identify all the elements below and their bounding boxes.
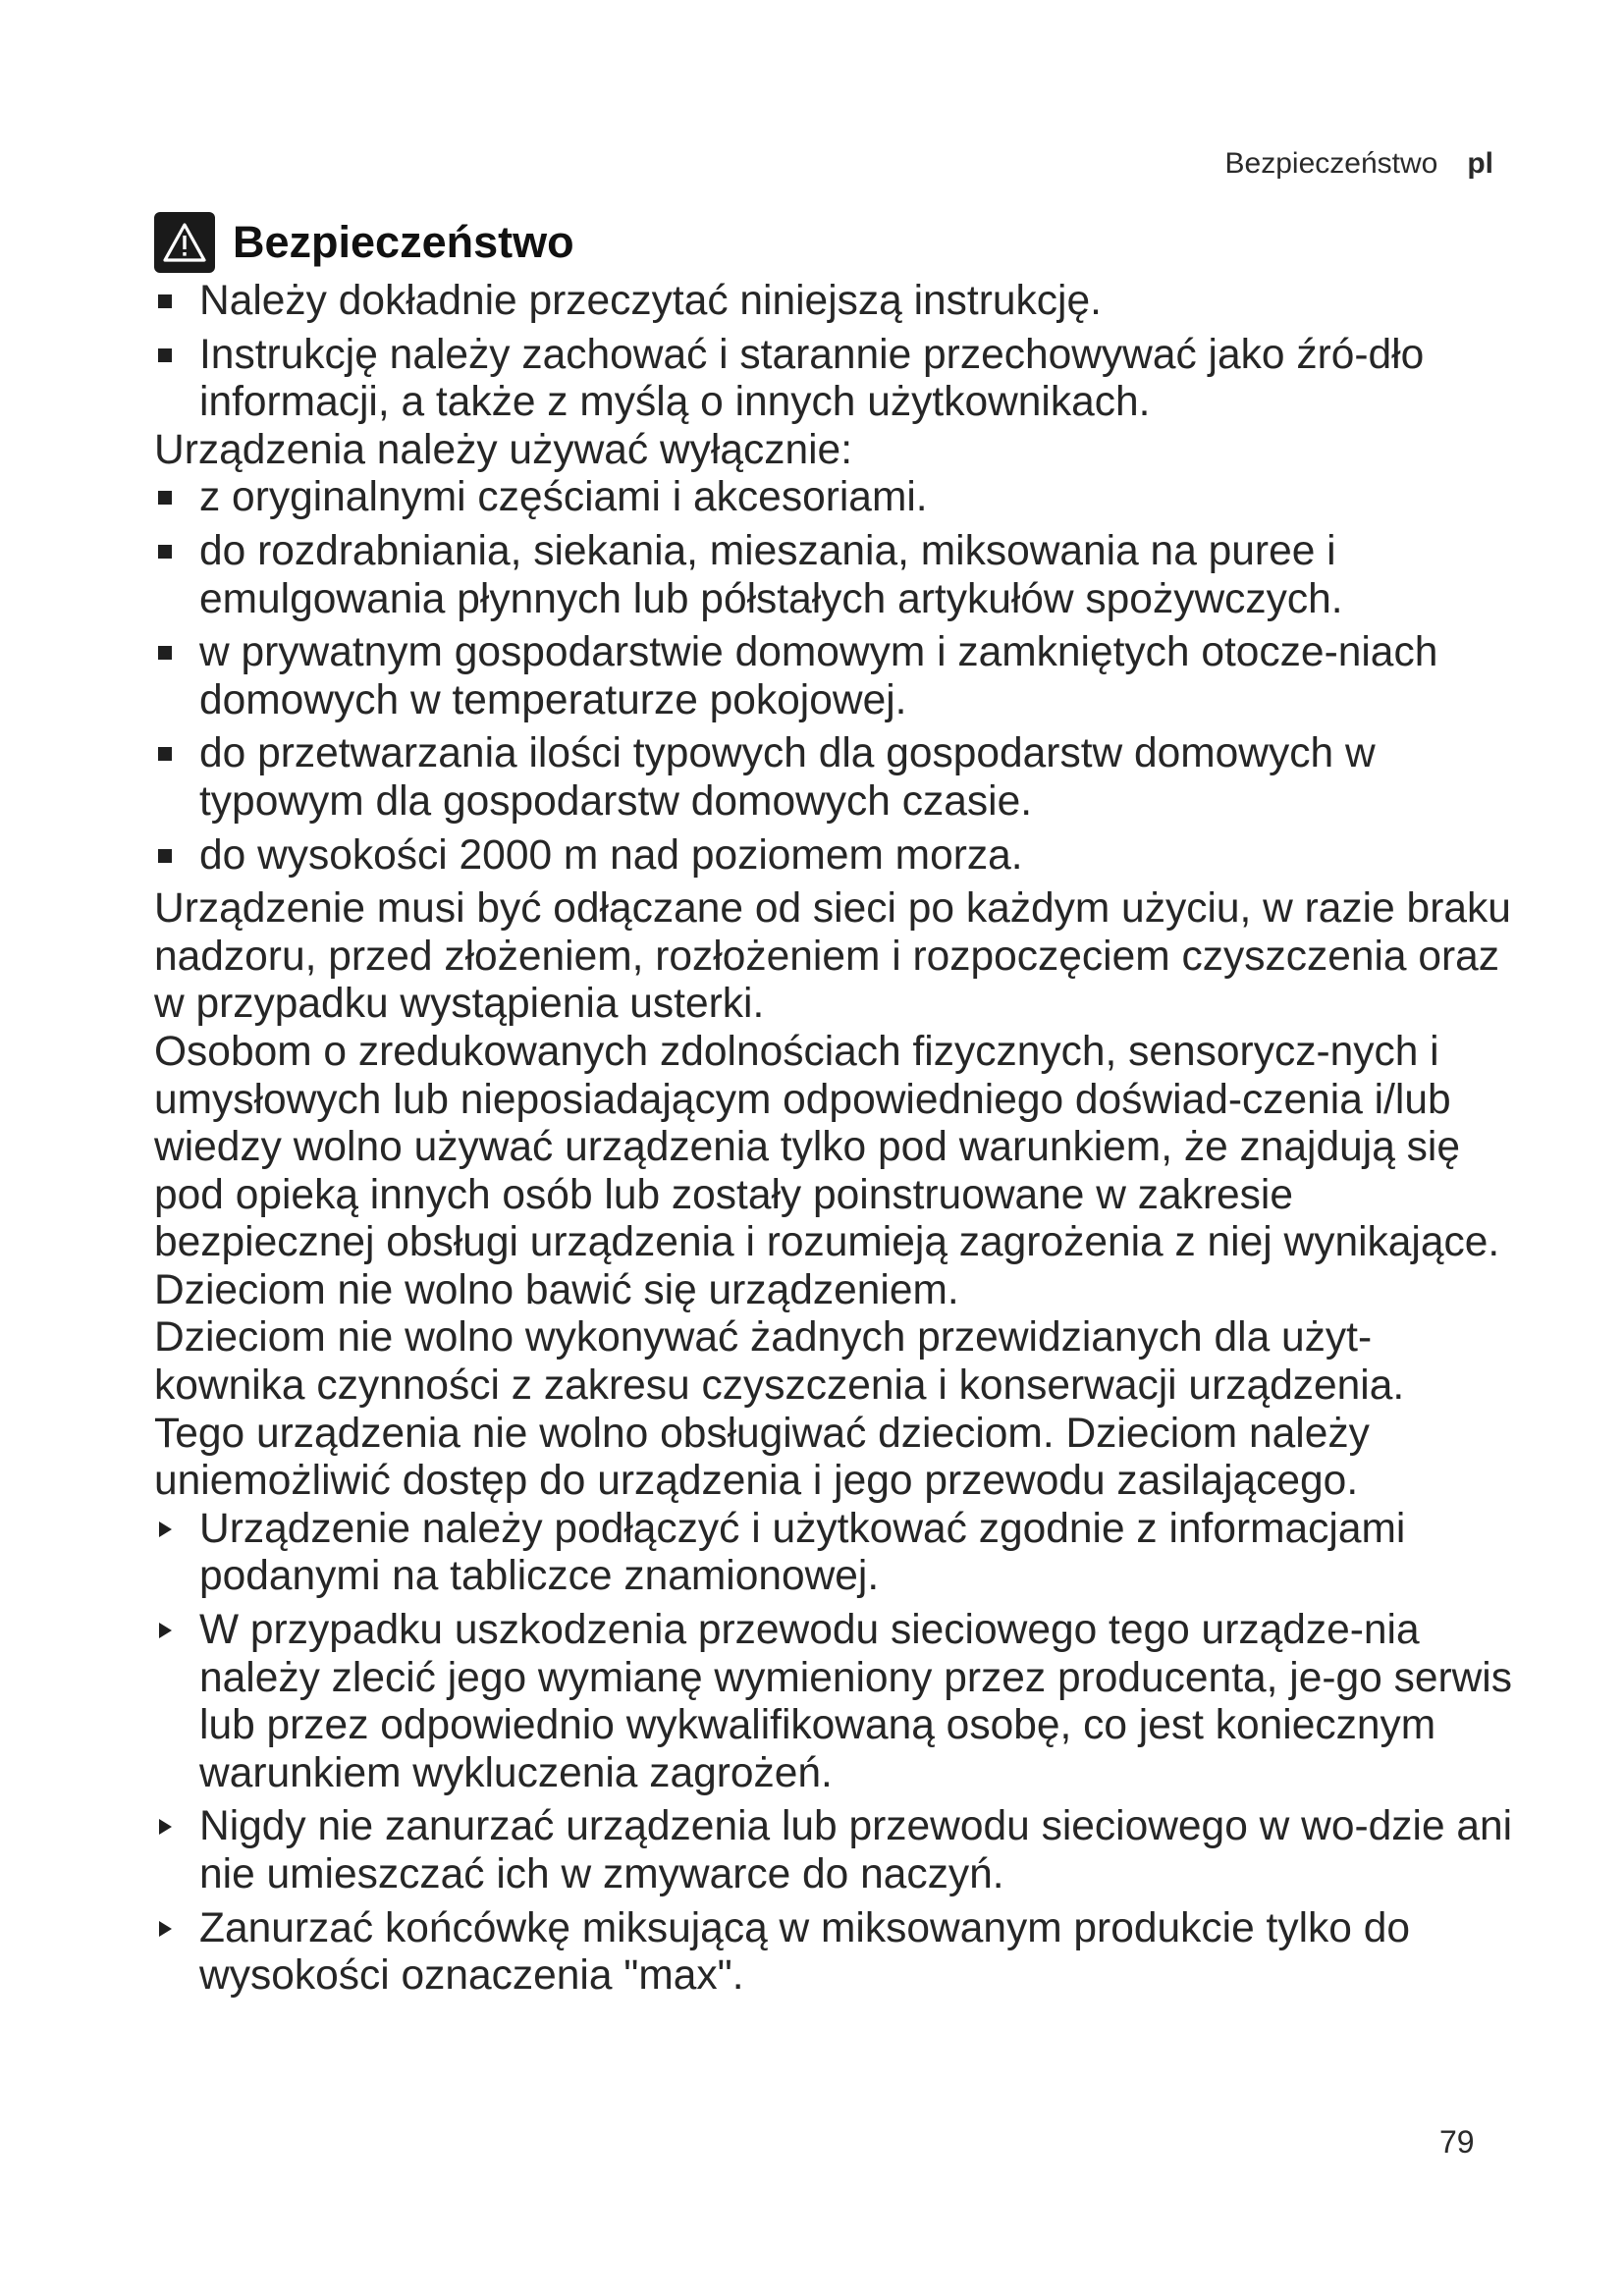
- list-item: W przypadku uszkodzenia przewodu sieciowego tego urządze-nia należy zlecić jego wymianę wymieniony przez producenta, je-go serwis lub przez odpowiednio wykwalifikowaną osobę, co jest koniecznym warunkiem wykluczenia zagrożeń.: [154, 1607, 1519, 1797]
- paragraph: Osobom o zredukowanych zdolnościach fizycznych, sensorycz-nych i umysłowych lub nieposiadającym odpowiedniego doświad-czenia i/lub wiedzy wolno używać urządzenia tylko pod warunkiem, że znajdują się pod opieką innych osób lub zostały poinstruowane w zakresie bezpiecznej obsługi urządzenia i rozumieją zagrożenia z niej wynikające.: [154, 1028, 1500, 1266]
- bullet-square-icon: [158, 747, 172, 761]
- list-item: Urządzenie należy podłączyć i użytkować zgodnie z informacjami podanymi na tabliczce znamionowej.: [154, 1506, 1519, 1601]
- list-item: z oryginalnymi częściami i akcesoriami.: [154, 474, 1519, 522]
- paragraph: Dzieciom nie wolno wykonywać żadnych przewidzianych dla użyt-kownika czynności z zakresu czyszczenia i konserwacji urządzenia.: [154, 1314, 1405, 1410]
- bullet-square-icon: [158, 646, 172, 660]
- list-item: Nigdy nie zanurzać urządzenia lub przewodu sieciowego w wo-dzie ani nie umieszczać ich w zmywarce do naczyń.: [154, 1803, 1519, 1898]
- bullet-square-icon: [158, 545, 172, 559]
- list-item: Należy dokładnie przeczytać niniejszą instrukcję.: [154, 278, 1519, 326]
- header-language: pl: [1467, 147, 1493, 180]
- paragraph: Tego urządzenia nie wolno obsługiwać dzieciom. Dzieciom należy uniemożliwić dostęp do urządzenia i jego przewodu zasilającego.: [154, 1410, 1370, 1505]
- warning-triangle-icon: [154, 212, 215, 273]
- list-item: do rozdrabniania, siekania, mieszania, miksowania na puree i emulgowania płynnych lub półstałych artykułów spożywczych.: [154, 528, 1519, 623]
- paragraph: Dzieciom nie wolno bawić się urządzeniem.: [154, 1266, 959, 1313]
- list-item: do przetwarzania ilości typowych dla gospodarstw domowych w typowym dla gospodarstw domowych czasie.: [154, 730, 1519, 826]
- page-number: 79: [1439, 2124, 1475, 2160]
- bullet-square-icon: [158, 491, 172, 505]
- bullet-triangle-icon: [159, 1522, 172, 1537]
- bullet-square-icon: [158, 348, 172, 362]
- bullet-square-icon: [158, 849, 172, 863]
- section-title: Bezpieczeństwo: [233, 217, 574, 267]
- bullet-triangle-icon: [159, 1921, 172, 1937]
- paragraph: Urządzenie musi być odłączane od sieci po każdym użyciu, w razie braku nadzoru, przed złożeniem, rozłożeniem i rozpoczęciem czyszczenia oraz w przypadku wystąpienia usterki.: [154, 885, 1511, 1028]
- safety-content: [154, 278, 1519, 2001]
- list-item: Zanurzać końcówkę miksującą w miksowanym produkcie tylko do wysokości oznaczenia "max".: [154, 1905, 1519, 2001]
- section-title-row: [154, 212, 574, 273]
- bullet-square-icon: [158, 294, 172, 308]
- usage-heading: Urządzenia należy używać wyłącznie:: [154, 426, 853, 473]
- list-item: do wysokości 2000 m nad poziomem morza.: [154, 832, 1519, 881]
- bullet-triangle-icon: [159, 1819, 172, 1835]
- bullet-triangle-icon: [159, 1623, 172, 1638]
- running-header: [1225, 147, 1493, 181]
- list-item: w prywatnym gospodarstwie domowym i zamkniętych otocze-niach domowych w temperaturze pokojowej.: [154, 629, 1519, 724]
- list-item: Instrukcję należy zachować i starannie przechowywać jako źró-dło informacji, a także z myślą o innych użytkownikach.: [154, 332, 1519, 427]
- header-section: Bezpieczeństwo: [1224, 147, 1438, 180]
